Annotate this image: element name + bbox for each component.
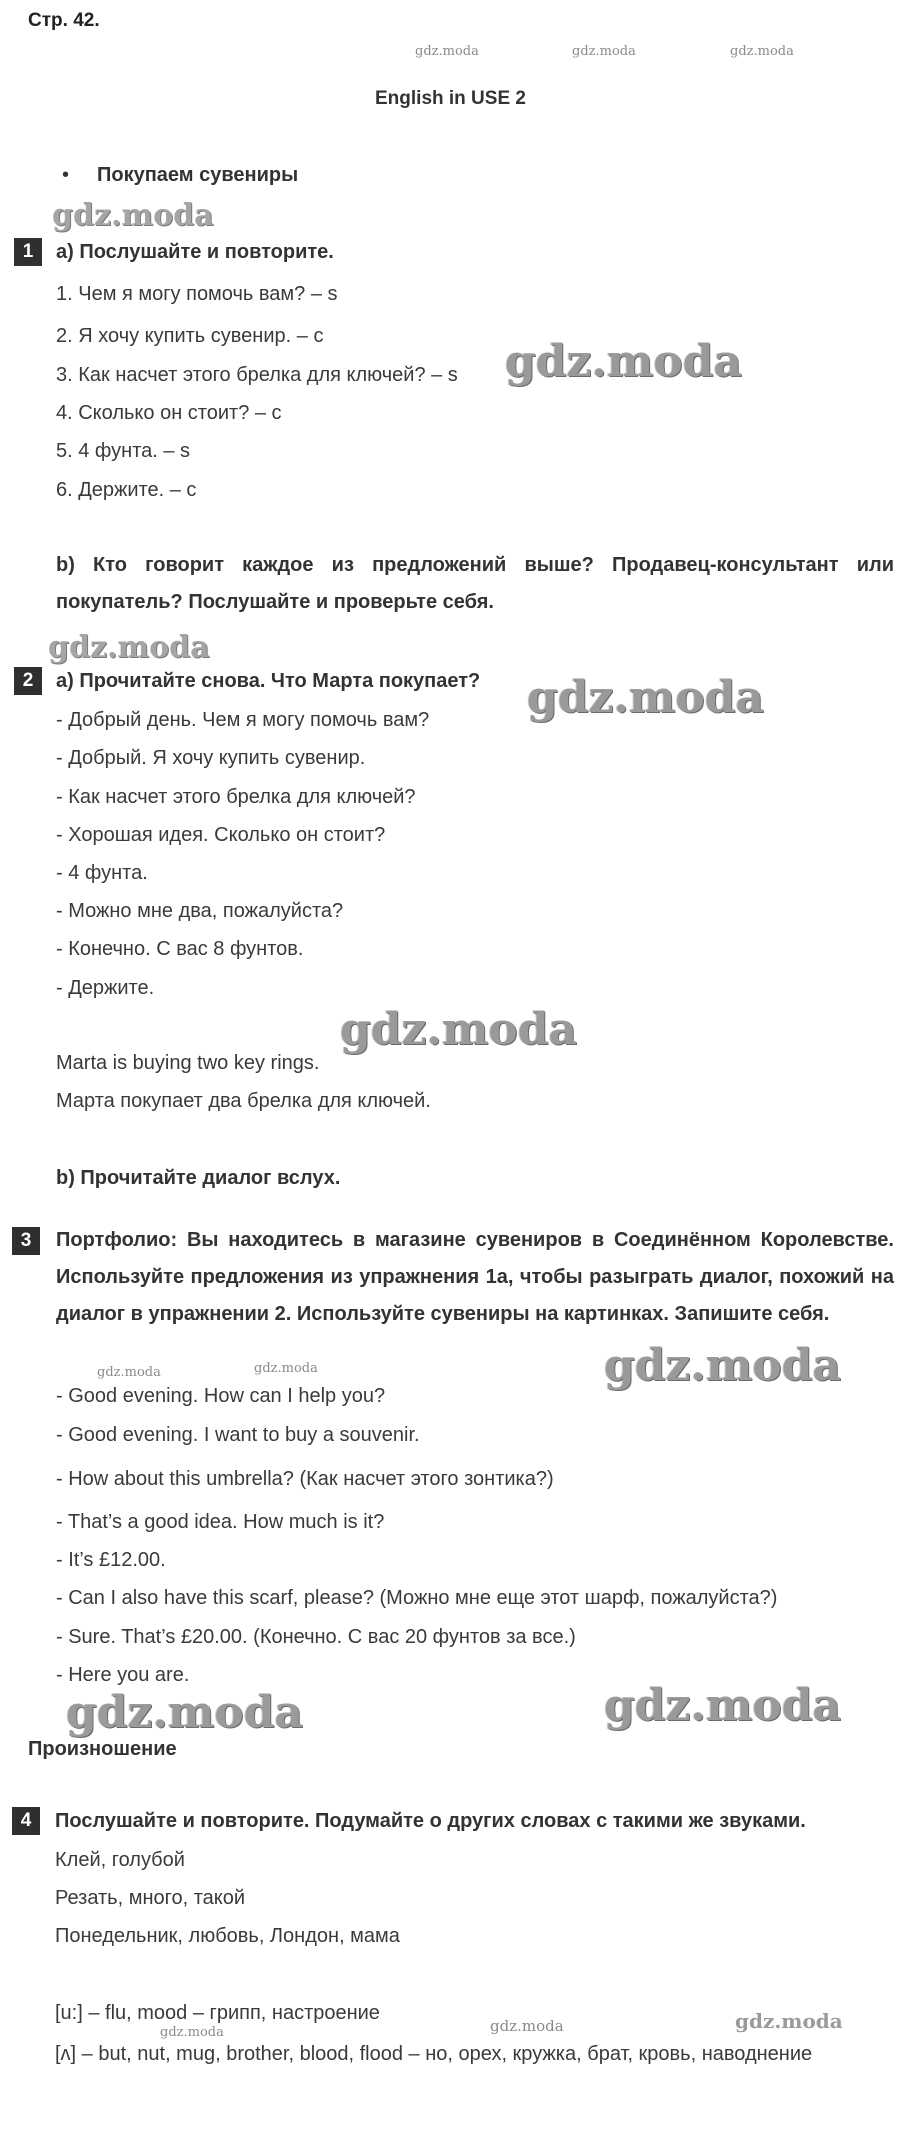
exercise-3-heading: Портфолио: Вы находитесь в магазине сувениров в Соединённом Королевстве. Используйте предложения из упражнения 1а, чтобы разыграть диалог, похожий на диалог в упражнении 2. Используйте сувениры на картинках. Запишите себя. — [56, 1229, 894, 1325]
exercise-2-line: - Хорошая идея. Сколько он стоит? — [56, 824, 386, 846]
watermark: gdz.moda — [735, 2009, 843, 2033]
exercise-3-line: - Good evening. How can I help you? — [56, 1385, 386, 1407]
exercise-1-line: 4. Сколько он стоит? – c — [56, 402, 282, 424]
exercise-number-3: 3 — [12, 1227, 40, 1255]
exercise-3-line: - That’s a good idea. How much is it? — [56, 1511, 385, 1533]
exercise-1a-heading: а) Послушайте и повторите. — [56, 241, 334, 263]
exercise-4-line: Понедельник, любовь, Лондон, мама — [55, 1925, 400, 1947]
exercise-1-line: 3. Как насчет этого брелка для ключей? – s — [56, 364, 458, 386]
page-reference: Стр. 42. — [28, 10, 100, 31]
exercise-number-4: 4 — [12, 1807, 40, 1835]
exercise-number-1: 1 — [14, 238, 42, 266]
exercise-2a-heading: а) Прочитайте снова. Что Марта покупает? — [56, 670, 481, 692]
watermark: gdz.moda — [604, 1680, 842, 1731]
watermark: gdz.moda — [604, 1340, 842, 1391]
exercise-1-line: 1. Чем я могу помочь вам? – s — [56, 283, 338, 305]
exercise-2-line: - Как насчет этого брелка для ключей? — [56, 786, 416, 808]
exercise-1-line: 6. Держите. – c — [56, 479, 197, 501]
watermark: gdz.moda — [97, 1365, 161, 1380]
exercise-number-2: 2 — [14, 667, 42, 695]
exercise-3-line: - How about this umbrella? (Как насчет этого зонтика?) — [56, 1468, 554, 1490]
watermark: gdz.moda — [160, 2025, 224, 2040]
pronunciation-heading: Произношение — [28, 1738, 177, 1760]
sound-a-text: [ʌ] – but, nut, mug, brother, blood, flood – но, орех, кружка, брат, кровь, наводнение — [55, 2043, 813, 2065]
exercise-3-line: - Sure. That’s £20.00. (Конечно. С вас 20 фунтов за все.) — [56, 1626, 576, 1648]
exercise-4-heading: Послушайте и повторите. Подумайте о других словах с такими же звуками. — [55, 1810, 806, 1832]
bullet-marker: • — [62, 164, 70, 186]
exercise-3-line: - Can I also have this scarf, please? (Можно мне еще этот шарф, пожалуйста?) — [56, 1587, 778, 1609]
exercise-1-line: 5. 4 фунта. – s — [56, 440, 191, 462]
watermark: gdz.moda — [730, 44, 794, 59]
watermark: gdz.moda — [66, 1687, 304, 1738]
watermark: gdz.moda — [527, 672, 765, 723]
sound-a-line — [55, 2036, 893, 2073]
watermark: gdz.moda — [48, 630, 210, 665]
exercise-1-line: 2. Я хочу купить сувенир. – c — [56, 325, 324, 347]
exercise-2-line: - Конечно. С вас 8 фунтов. — [56, 938, 304, 960]
exercise-4-line: Клей, голубой — [55, 1849, 185, 1871]
exercise-3-line: - Here you are. — [56, 1664, 190, 1686]
watermark: gdz.moda — [415, 44, 479, 59]
exercise-2-line: - 4 фунта. — [56, 862, 148, 884]
exercise-1b-heading: b) Кто говорит каждое из предложений выше? Продавец-консультант или покупатель? Послушайте и проверьте себя. — [56, 554, 894, 613]
exercise-2-answer-ru: Марта покупает два брелка для ключей. — [56, 1090, 431, 1112]
watermark: gdz.moda — [254, 1361, 318, 1376]
exercise-2-line: - Можно мне два, пожалуйста? — [56, 900, 344, 922]
exercise-2b-heading: b) Прочитайте диалог вслух. — [56, 1167, 341, 1189]
sound-u-line: [u:] – flu, mood – грипп, настроение — [55, 2002, 380, 2024]
watermark: gdz.moda — [52, 198, 214, 233]
exercise-2-line: - Добрый день. Чем я могу помочь вам? — [56, 709, 430, 731]
exercise-2-line: - Добрый. Я хочу купить сувенир. — [56, 747, 366, 769]
watermark: gdz.moda — [572, 44, 636, 59]
watermark: gdz.moda — [490, 2017, 564, 2035]
exercise-4-line: Резать, много, такой — [55, 1887, 246, 1909]
exercise-3-line: - Good evening. I want to buy a souvenir. — [56, 1424, 420, 1446]
exercise-3-line: - It’s £12.00. — [56, 1549, 166, 1571]
exercise-2-line: - Держите. — [56, 977, 155, 999]
watermark: gdz.moda — [505, 336, 743, 387]
section-title: Покупаем сувениры — [97, 164, 299, 186]
exercise-2-answer-en: Marta is buying two key rings. — [56, 1052, 320, 1074]
watermark: gdz.moda — [340, 1004, 578, 1055]
page-title: English in USE 2 — [375, 88, 526, 109]
